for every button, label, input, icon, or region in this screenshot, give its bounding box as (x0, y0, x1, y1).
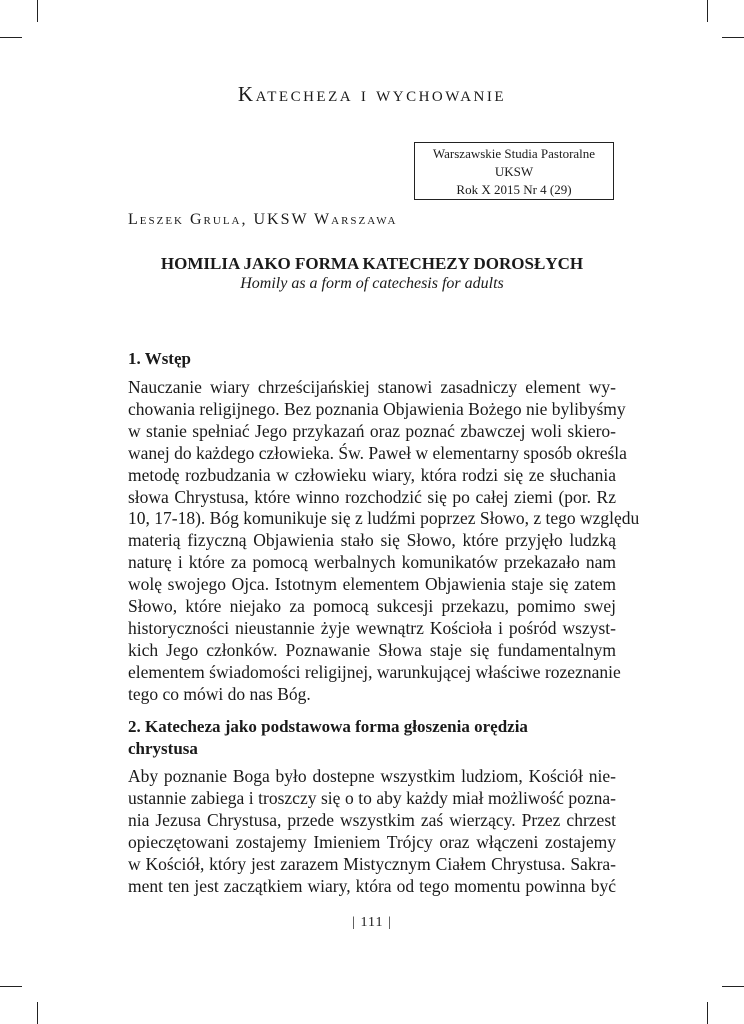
section-1-heading: 1. Wstęp (128, 349, 191, 368)
section-2-heading-line: 2. Katecheza jako podstawowa forma głoszenia orędzia (128, 717, 528, 736)
crop-mark (37, 0, 38, 22)
text-line: Aby poznanie Boga było dostepne wszystkim ludziom, Kościół nie- (128, 766, 616, 786)
text-line: opieczętowani zostajemy Imieniem Trójcy oraz włączeni zostajemy (128, 831, 616, 852)
section-1-paragraph (128, 377, 640, 706)
crop-mark (0, 986, 22, 987)
journal-publisher: UKSW (494, 164, 534, 179)
text-line: ustannie zabiega i troszczy się o to aby każdy miał możliwość pozna- (128, 787, 616, 808)
text-line: ment ten jest zaczątkiem wiary, która od tego momentu powinna być (128, 875, 616, 896)
text-line: elementem świadomości religijnej, warunkującej właściwe rozeznanie (128, 661, 621, 682)
article-title: HOMILIA JAKO FORMA KATECHEZY DOROSŁYCH (160, 254, 584, 273)
author-line: Leszek Grula, UKSW Warszawa (128, 211, 398, 228)
text-line: Nauczanie wiary chrześcijańskiej stanowi zasadniczy element wy- (128, 377, 616, 397)
crop-mark (722, 37, 744, 38)
crop-mark (0, 37, 22, 38)
text-line: Słowo, które niejako za pomocą sukcesji przekazu, pomimo swej (128, 596, 616, 617)
text-line: tego co mówi do nas Bóg. (128, 683, 311, 704)
text-line: 10, 17-18). Bóg komunikuje się z ludźmi poprzez Słowo, z tego względu (128, 508, 640, 529)
page-number: | 111 | (352, 915, 392, 930)
text-line: wanej do każdego człowieka. Św. Paweł w elementarny sposób określa (128, 442, 627, 463)
text-line: nia Jezusa Chrystusa, przede wszystkim zaś wierzący. Przez chrzest (128, 809, 616, 830)
text-line: chowania religijnego. Bez poznania Objawienia Bożego nie bylibyśmy (128, 398, 626, 419)
text-line: historyczności nieustannie żyje wewnątrz Kościoła i pośród wszyst- (128, 617, 616, 638)
crop-mark (707, 0, 708, 22)
crop-mark (707, 1002, 708, 1024)
text-line: metodę rozbudzania w człowieku wiary, która rodzi się ze słuchania (128, 464, 616, 485)
section-2-heading-line: chrystusa (128, 739, 198, 758)
text-line: materią fizyczną Objawienia stało się Słowo, które przyjęło ludzką (128, 530, 616, 551)
journal-name: Warszawskie Studia Pastoralne (432, 146, 596, 161)
text-line: naturę i które za pomocą werbalnych komunikatów przekazało nam (128, 552, 616, 573)
article-subtitle: Homily as a form of catechesis for adults (240, 275, 504, 292)
text-line: w Kościół, który jest zarazem Mistycznym Ciałem Chrystusa. Sakra- (128, 853, 616, 874)
crop-mark (722, 986, 744, 987)
crop-mark (37, 1002, 38, 1024)
text-line: kich Jego członków. Poznawanie Słowa staje się fundamentalnym (128, 639, 616, 660)
journal-issue: Rok X 2015 Nr 4 (29) (456, 182, 572, 197)
text-line: w stanie spełniać Jego przykazań oraz poznać zbawczej woli skiero- (128, 420, 616, 441)
journal-info-box (414, 142, 614, 200)
text-line: słowa Chrystusa, które winno rozchodzić się po całej ziemi (por. Rz (128, 486, 616, 507)
section-title: Katecheza i wychowanie (237, 82, 507, 106)
section-2-paragraph (128, 766, 616, 897)
section-2-heading (128, 716, 618, 760)
text-line: wolę swojego Ojca. Istotnym elementem Objawienia staje się zatem (128, 574, 616, 595)
